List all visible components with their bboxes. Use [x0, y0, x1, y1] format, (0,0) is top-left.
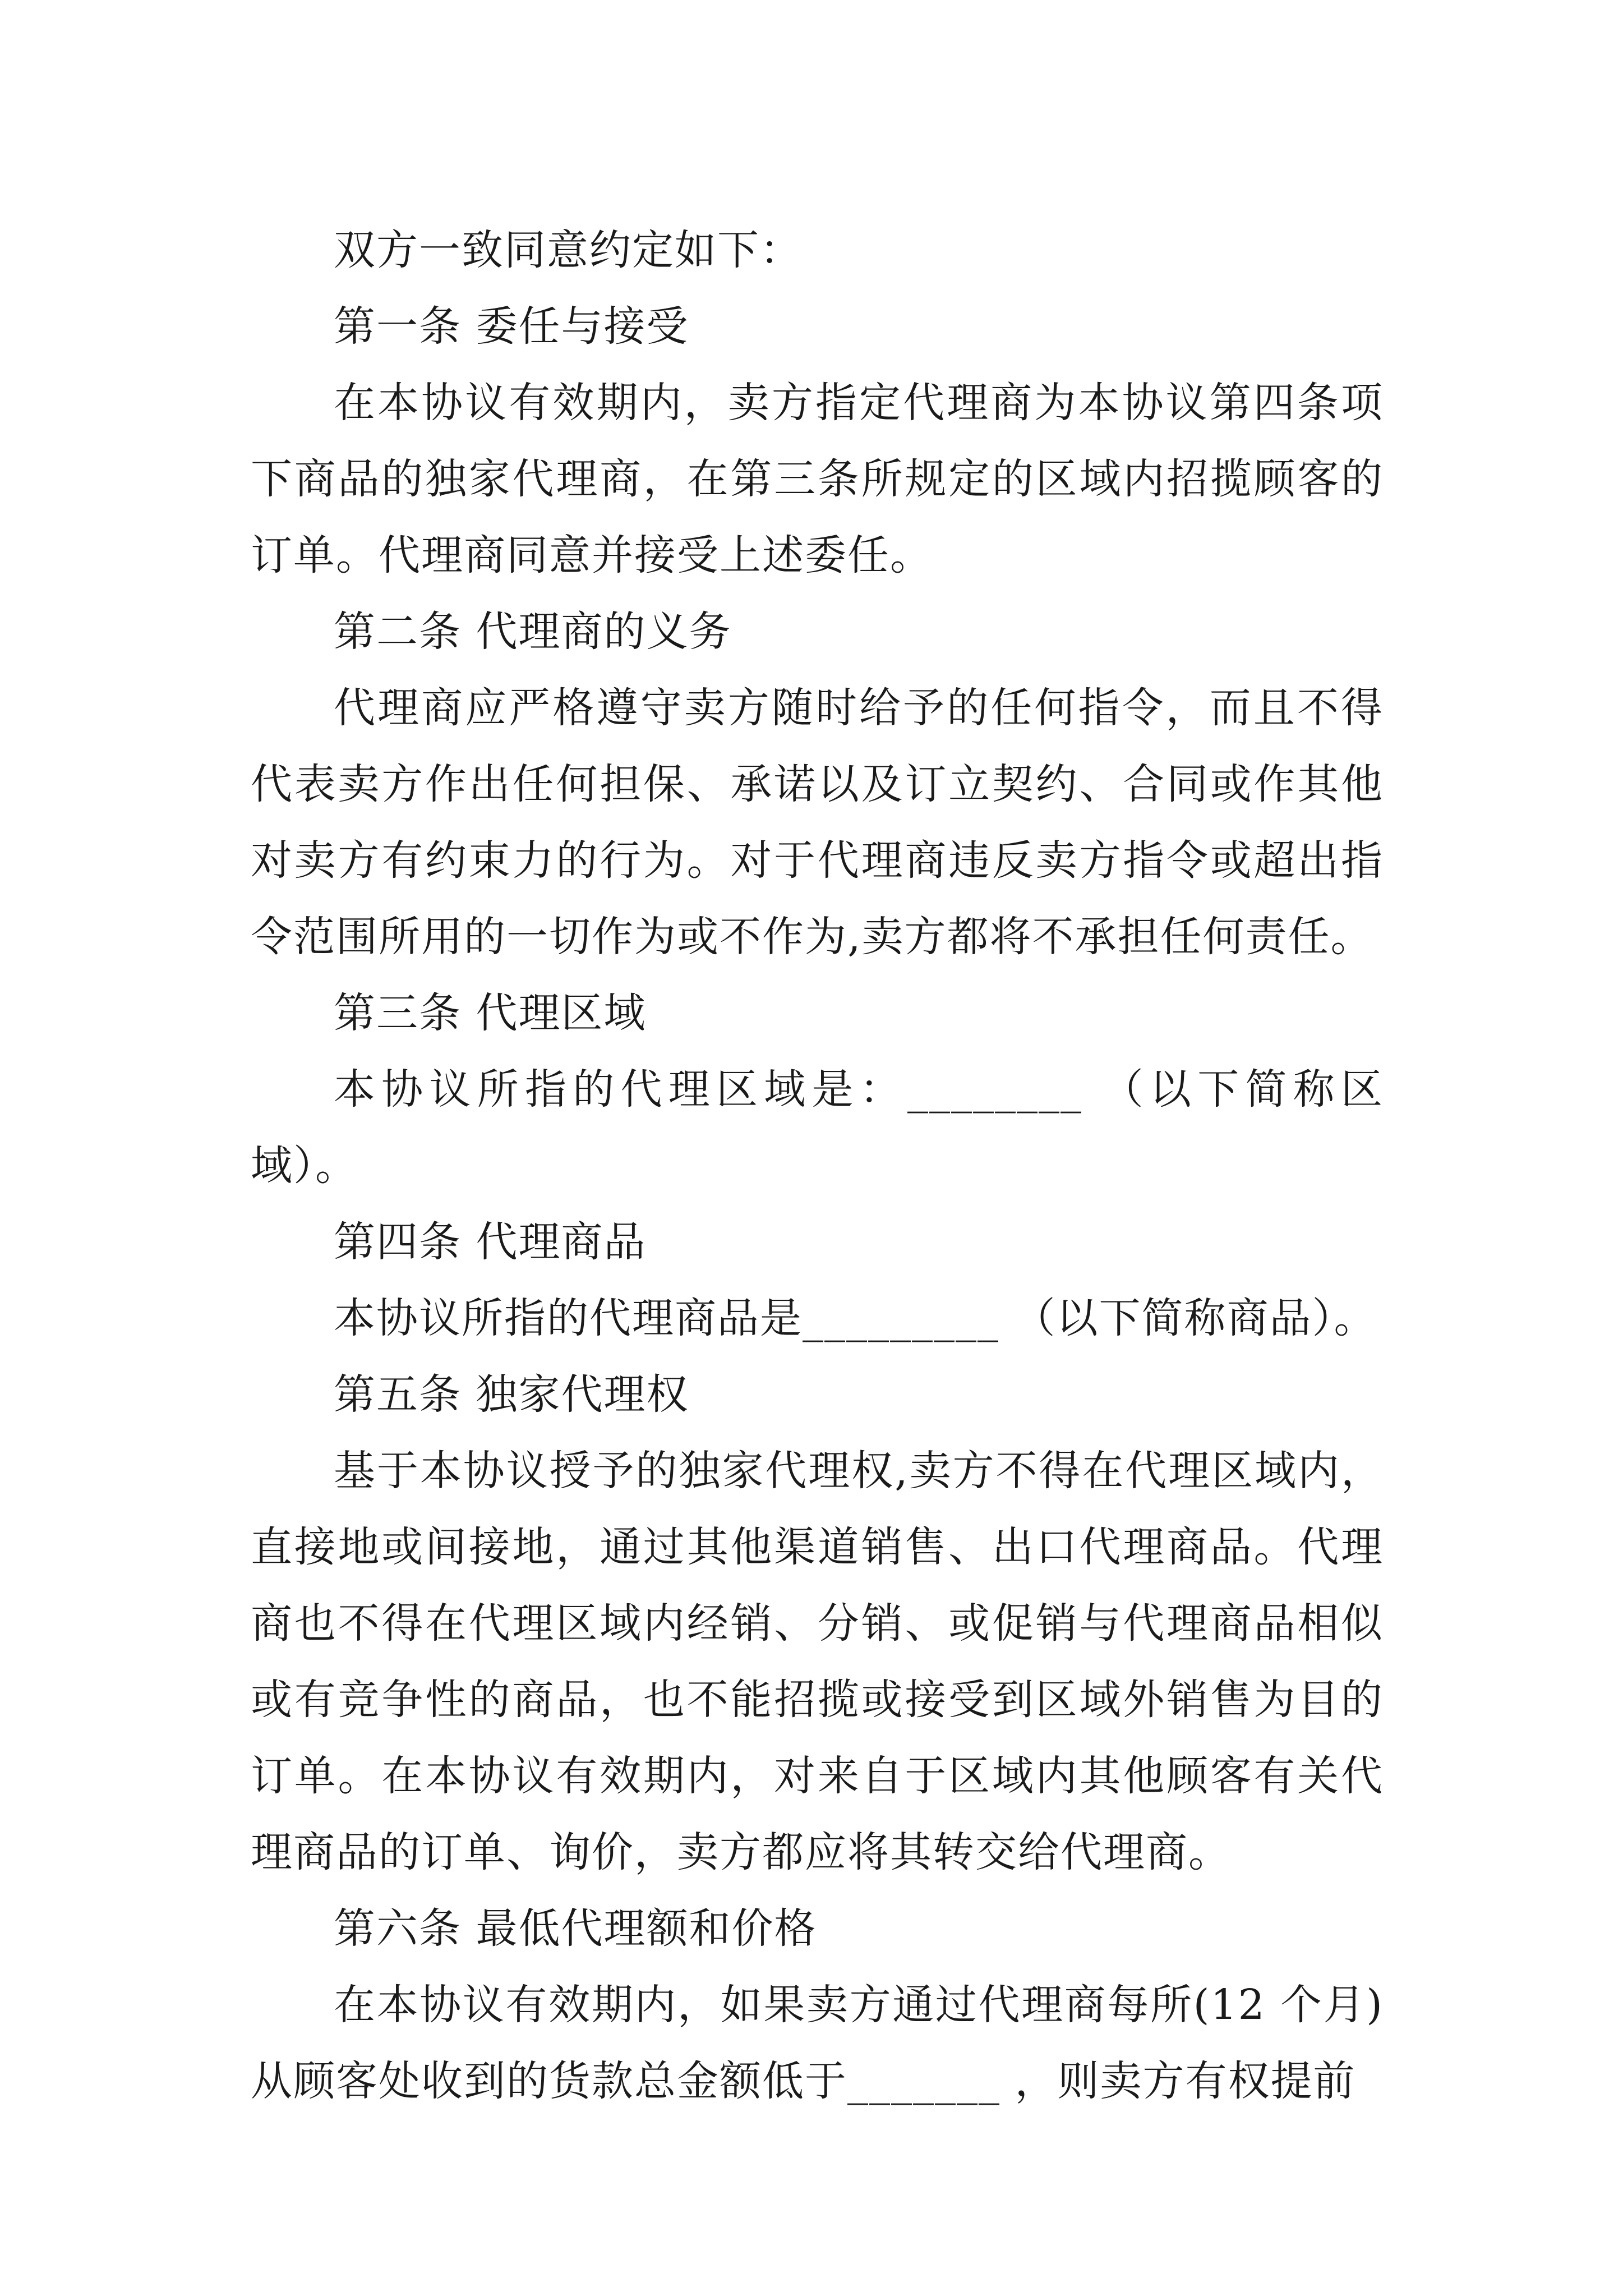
- article-2-body: 代理商应严格遵守卖方随时给予的任何指令，而且不得代表卖方作出任何担保、承诺以及订立契约、合同或作其他对卖方有约束力的行为。对于代理商违反卖方指令或超出指令范围所用的一切作为或不作为,卖方都将不承担任何责任。: [251, 684, 1384, 961]
- article-1-body: 在本协议有效期内，卖方指定代理商为本协议第四条项下商品的独家代理商，在第三条所规定的区域内招揽顾客的订单。代理商同意并接受上述委任。: [251, 379, 1384, 579]
- article-2-heading: 第二条 代理商的义务: [334, 608, 732, 656]
- article-1-heading: 第一条 委任与接受: [334, 302, 689, 351]
- intro-paragraph: 双方一致同意约定如下：: [334, 226, 803, 274]
- article-3-body: 本协议所指的代理区域是：________ （以下简称区域）。: [251, 1065, 1384, 1190]
- article-5-body: 基于本协议授予的独家代理权,卖方不得在代理区域内，直接地或间接地，通过其他渠道销售、出口代理商品。代理商也不得在代理区域内经销、分销、或促销与代理商品相似或有竞争性的商品，也不能招揽或接受到区域外销售为目的订单。在本协议有效期内，对来自于区域内其他顾客有关代理商品的订单、询价，卖方都应将其转交给代理商。: [251, 1447, 1384, 1876]
- article-6-heading: 第六条 最低代理额和价格: [334, 1904, 817, 1953]
- article-5-heading: 第五条 独家代理权: [334, 1370, 689, 1419]
- document-body: [251, 212, 1384, 2119]
- article-4-heading: 第四条 代理商品: [334, 1218, 647, 1266]
- article-4-body: 本协议所指的代理商品是_________ （以下简称商品）。: [334, 1294, 1377, 1342]
- article-3-heading: 第三条 代理区域: [334, 989, 647, 1037]
- article-6-body: 在本协议有效期内，如果卖方通过代理商每所(12 个月)从顾客处收到的货款总金额低于_______ ，则卖方有权提前: [251, 1981, 1384, 2105]
